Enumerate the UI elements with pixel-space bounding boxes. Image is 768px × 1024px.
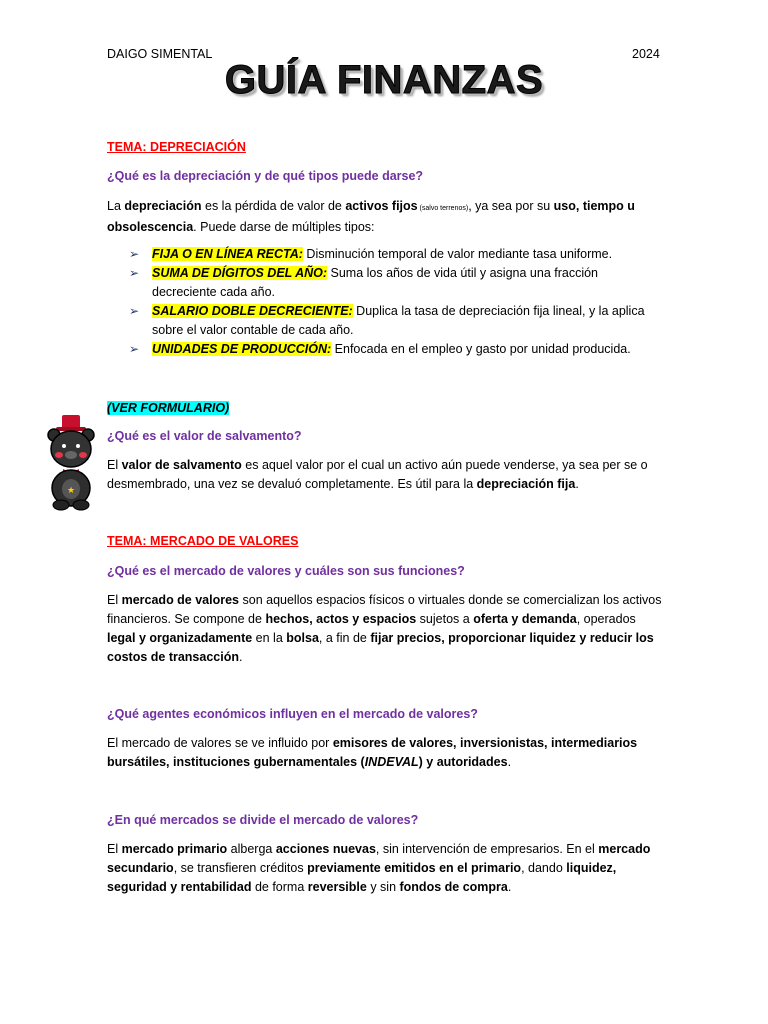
list-item: ➢ SUMA DE DÍGITOS DEL AÑO: Suma los años de vida útil y asigna una fracción decreciente cada año. (129, 266, 599, 299)
topic-heading-stock-market: TEMA: MERCADO DE VALORES (107, 534, 299, 548)
question-economic-agents: ¿Qué agentes económicos influyen en el mercado de valores? (107, 707, 478, 721)
paragraph-stock-market: El mercado de valores son aquellos espacios físicos o virtuales donde se comercializan los activos financieros. Se compone de hechos, actos y espacios sujetos a oferta y demanda, operados legal y organizadamente en la bolsa, a fin de fijar precios, proporcionar liquidez y reducir los costos de transacción. (107, 593, 662, 664)
svg-text:★: ★ (66, 486, 76, 496)
topic-heading-depreciation: TEMA: DEPRECIACIÓN (107, 140, 246, 154)
question-stock-market-functions: ¿Qué es el mercado de valores y cuáles son sus funciones? (107, 564, 465, 578)
arrow-bullet-icon: ➢ (129, 304, 140, 318)
arrow-bullet-icon: ➢ (129, 247, 140, 261)
paragraph-economic-agents: El mercado de valores se ve influido por emisores de valores, inversionistas, intermediarios bursátiles, instituciones gubernamentales (INDEVAL) y autoridades. (107, 736, 638, 769)
author-name: DAIGO SIMENTAL (107, 47, 213, 61)
paragraph-depreciation: La depreciación es la pérdida de valor de activos fijos (salvo terrenos), ya sea por su uso, tiempo u obsolescencia. Puede darse de múltiples tipos: (107, 199, 635, 234)
paragraph-salvage-value: El valor de salvamento es aquel valor por el cual un activo aún puede venderse, ya sea per se o desmembrado, una vez se devaluó completamente. Es útil para la depreciación fija. (107, 458, 648, 491)
list-item: ➢ FIJA O EN LÍNEA RECTA: Disminución temporal de valor mediante tasa uniforme. (107, 245, 663, 264)
see-formulary-note: (VER FORMULARIO) (107, 401, 230, 415)
list-item: ➢ UNIDADES DE PRODUCCIÓN: Enfocada en el empleo y gasto por unidad producida. (107, 340, 663, 359)
arrow-bullet-icon: ➢ (129, 266, 140, 280)
bear-mascot-icon (44, 413, 98, 511)
year: 2024 (632, 47, 660, 61)
arrow-bullet-icon: ➢ (129, 342, 140, 356)
list-item: ➢ SALARIO DOBLE DECRECIENTE: Duplica la tasa de depreciación fija lineal, y la aplica sobre el valor contable de cada año. (129, 304, 645, 337)
question-depreciation-types: ¿Qué es la depreciación y de qué tipos puede darse? (107, 169, 424, 183)
question-market-divisions: ¿En qué mercados se divide el mercado de valores? (107, 813, 419, 827)
paragraph-market-divisions: El mercado primario alberga acciones nuevas, sin intervención de empresarios. En el mercado secundario, se transfieren créditos previamente emitidos en el primario, dando liquidez, seguridad y rentabilidad de forma reversible y sin fondos de compra. (107, 842, 651, 894)
depreciation-types-list (107, 245, 663, 359)
question-salvage-value: ¿Qué es el valor de salvamento? (107, 429, 302, 443)
page-title: GUÍA FINANZAS (224, 58, 544, 102)
